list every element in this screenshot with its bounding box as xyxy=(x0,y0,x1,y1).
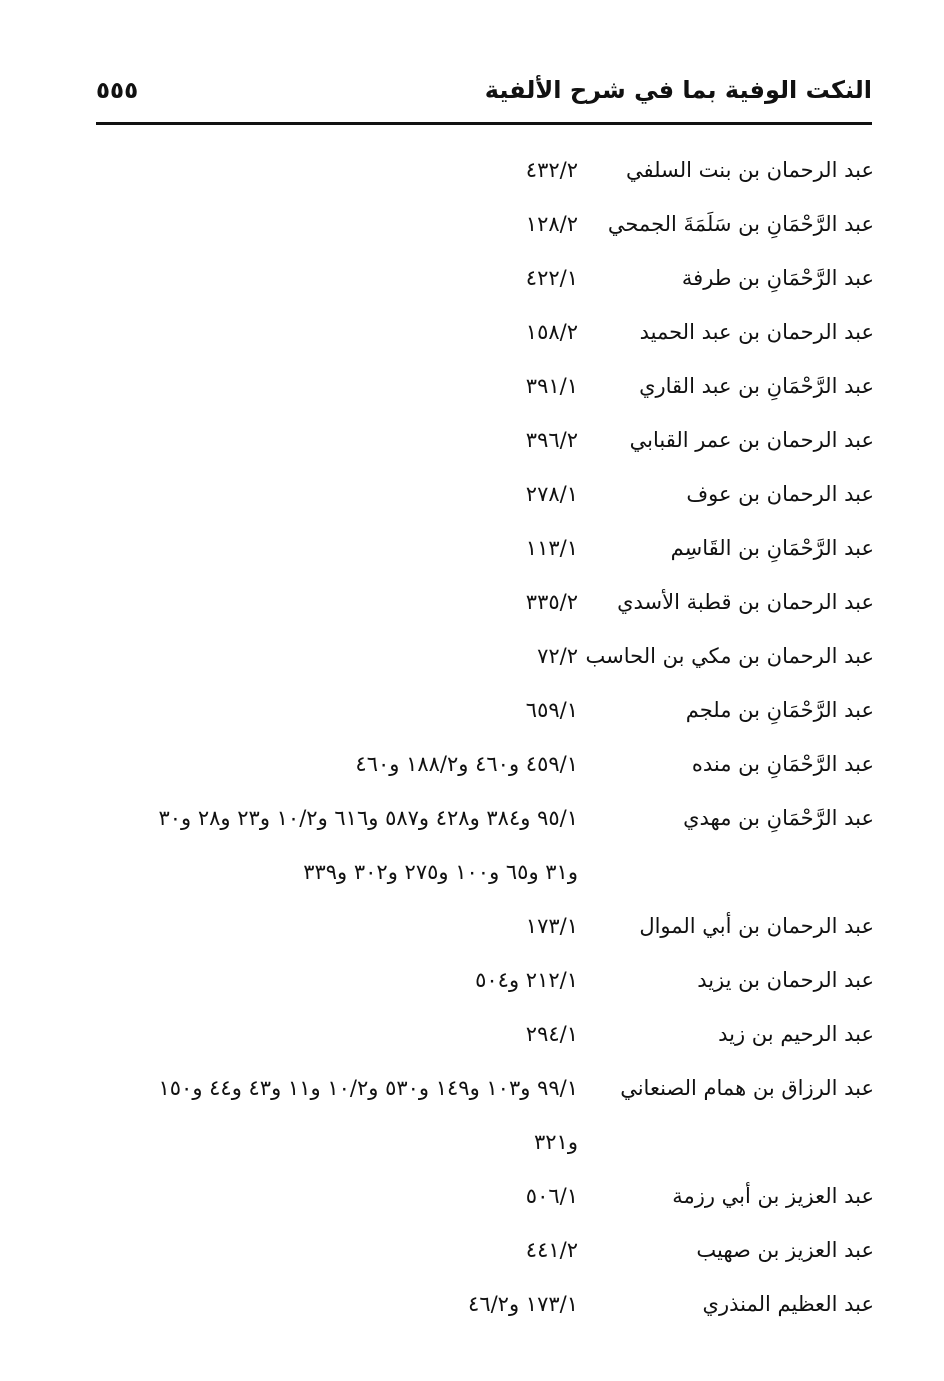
entry-page-refs: ٣٩١/١ xyxy=(525,374,578,398)
entry-page-refs: ٢١٢/١ و٥٠٤ xyxy=(475,968,578,992)
entry-name: عبد الرحيم بن زيد xyxy=(718,1022,874,1046)
entry-name: عبد الرحمان بن عبد الحميد xyxy=(639,320,874,344)
index-entry xyxy=(0,580,944,634)
entry-name: عبد الرحمان بن مكي بن الحاسب xyxy=(585,644,874,668)
index-entry xyxy=(0,364,944,418)
entry-name: عبد الرَّحْمَانِ بن مهدي xyxy=(683,806,874,830)
index-entry xyxy=(0,1228,944,1282)
index-entry xyxy=(0,148,944,202)
index-entry xyxy=(0,418,944,472)
entry-page-refs: ٣٩٦/٢ xyxy=(525,428,578,452)
entry-name: عبد الرحمان بن بنت السلفي xyxy=(625,158,874,182)
index-entry xyxy=(0,688,944,742)
index-entry xyxy=(0,1282,944,1336)
index-entry xyxy=(0,256,944,310)
entry-name: عبد الرَّحْمَانِ بن القَاسِم xyxy=(670,536,874,560)
entry-page-refs: ١٥٨/٢ xyxy=(525,320,578,344)
entry-name: عبد الرحمان بن عوف xyxy=(686,482,874,506)
index-entry xyxy=(0,526,944,580)
index-entry xyxy=(0,904,944,958)
entry-page-refs: ١١٣/١ xyxy=(525,536,578,560)
entry-page-refs: ٧٢/٢ xyxy=(537,644,578,668)
entry-page-refs: و٣١ و٦٥ و١٠٠ و٢٧٥ و٣٠٢ و٣٣٩ xyxy=(303,860,578,884)
index-entries xyxy=(0,148,944,1336)
index-entry xyxy=(0,1066,944,1120)
entry-page-refs: ٤٥٩/١ و٤٦٠ و١٨٨/٢ و٤٦٠ xyxy=(355,752,578,776)
index-entry xyxy=(0,1120,944,1174)
index-entry xyxy=(0,850,944,904)
entry-page-refs: ٤٢٢/١ xyxy=(525,266,578,290)
index-entry xyxy=(0,1012,944,1066)
entry-name: عبد العزيز بن صهيب xyxy=(696,1238,874,1262)
entry-page-refs: ٦٥٩/١ xyxy=(525,698,578,722)
entry-page-refs: ٣٣٥/٢ xyxy=(525,590,578,614)
entry-page-refs: ٢٩٤/١ xyxy=(525,1022,578,1046)
entry-page-refs: ٤٤١/٢ xyxy=(525,1238,578,1262)
page-header xyxy=(96,70,872,116)
entry-name: عبد الرحمان بن يزيد xyxy=(697,968,874,992)
entry-name: عبد الرحمان بن أبي الموال xyxy=(639,914,874,938)
entry-name: عبد الرزاق بن همام الصنعاني xyxy=(620,1076,874,1100)
entry-name: عبد الرَّحْمَانِ بن منده xyxy=(691,752,874,776)
entry-name: عبد العزيز بن أبي رزمة xyxy=(672,1184,874,1208)
entry-name: عبد الرَّحْمَانِ بن سَلَمَةَ الجمحي xyxy=(607,212,874,236)
entry-page-refs: ١٧٣/١ xyxy=(525,914,578,938)
index-entry xyxy=(0,202,944,256)
entry-page-refs: ٥٠٦/١ xyxy=(525,1184,578,1208)
index-entry xyxy=(0,310,944,364)
index-entry xyxy=(0,742,944,796)
index-entry xyxy=(0,634,944,688)
page-number: ٥٥٥ xyxy=(96,78,139,104)
entry-name: عبد الرحمان بن قطبة الأسدي xyxy=(617,590,874,614)
entry-name: عبد الرحمان بن عمر القبابي xyxy=(629,428,874,452)
entry-name: عبد الرَّحْمَانِ بن ملجم xyxy=(685,698,874,722)
entry-page-refs: ٤٣٢/٢ xyxy=(525,158,578,182)
index-entry xyxy=(0,958,944,1012)
entry-page-refs: ١٢٨/٢ xyxy=(525,212,578,236)
entry-name: عبد الرَّحْمَانِ بن طرفة xyxy=(681,266,874,290)
entry-name: عبد الرَّحْمَانِ بن عبد القاري xyxy=(639,374,874,398)
index-entry xyxy=(0,796,944,850)
header-divider xyxy=(96,122,872,125)
entry-page-refs: ٩٥/١ و٣٨٤ و٤٢٨ و٥٨٧ و٦١٦ و١٠/٢ و٢٣ و٢٨ و٣٠ xyxy=(158,806,578,830)
running-title: النكت الوفية بما في شرح الألفية xyxy=(484,76,872,104)
entry-page-refs: و٣٢١ xyxy=(534,1130,578,1154)
entry-page-refs: ١٧٣/١ و٤٦/٢ xyxy=(468,1292,578,1316)
index-entry xyxy=(0,472,944,526)
entry-page-refs: ٩٩/١ و١٠٣ و١٤٩ و٥٣٠ و١٠/٢ و١١ و٤٣ و٤٤ و١٥٠ xyxy=(158,1076,578,1100)
entry-page-refs: ٢٧٨/١ xyxy=(525,482,578,506)
index-entry xyxy=(0,1174,944,1228)
entry-name: عبد العظيم المنذري xyxy=(702,1292,874,1316)
